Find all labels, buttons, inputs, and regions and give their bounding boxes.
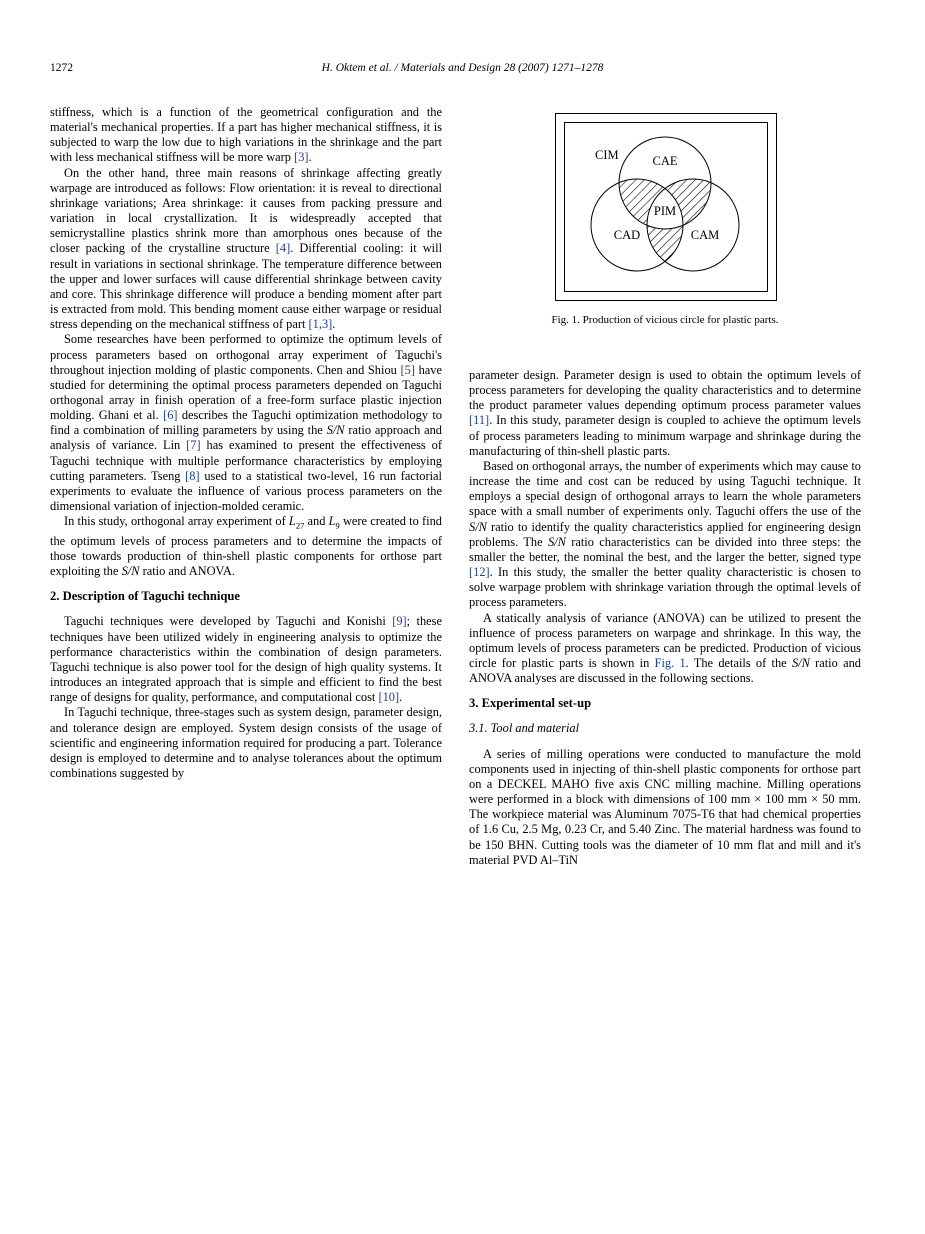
spacer <box>469 711 861 721</box>
sn-ratio-italic: S/N <box>326 423 345 438</box>
paragraph-r4: A series of milling operations were conducted to manufacture the mold components used in injecting of thin-shell plastic components for orthose part on a DECKEL MAHO five axis CNC milling machine. Milling operations were performed in a block with dimensions of 100 mm × 100 mm × 50 mm. The workpiece material was Aluminum 7075-T6 that had chemical properties of 1.6 Cu, 2.5 Mg, 0.23 Cr, and 5.40 Zinc. The material hardness was found to be 150 BHN. Cutting tools was the diameter of 10 mm flat and mill and it's material PVD Al–TiN <box>469 746 861 867</box>
paragraph-2: On the other hand, three main reasons of shrinkage affecting greatly warpage are introduced as follows: Flow orientation: it is reveal to directional shrinkage variations; Area shrinkage: it causes from packing pressure and variation in local crystallization. It is widespreadly accepted that semicrystalline plastics shrink more than amorphous ones because of the closer packing of the crystalline structure [4]. Differential cooling: it will result in variations in sectional shrinkage. The temperature difference between the upper and lower surfaces will cause differential shrinkage between cavity and core. This shrinkage difference will produce a bending moment after part is extracted from mold. This bending moment cause either warpage or residual stress depending on the mechanical stiffness of part [1,3]. <box>50 165 443 332</box>
paragraph-r1: parameter design. Parameter design is used to obtain the optimum levels of process parameters for developing the quality characteristics and to determine the product parameter values depending optimum process parameter values [11]. In this study, parameter design is coupled to achieve the optimum levels of process parameters leading to minimum warpage and shrinkage during the manufacturing of thin-shell plastic parts. <box>469 368 861 458</box>
citation-5[interactable]: [5] <box>400 362 415 377</box>
running-head: H. Oktem et al. / Materials and Design 28 (2007) 1271–1278 <box>321 62 604 74</box>
left-column <box>50 105 442 781</box>
sn-ratio-italic: S/N <box>469 519 487 534</box>
figure-inner-border <box>564 122 768 292</box>
figure-label-pim: PIM <box>653 204 677 218</box>
page-header <box>50 62 875 78</box>
section-heading-2: 2. Description of Taguchi technique <box>50 589 240 604</box>
citation-4[interactable]: [4] <box>275 241 291 256</box>
figure-label-cam: CAM <box>690 228 720 242</box>
citation-12[interactable]: [12] <box>469 565 490 580</box>
spacer <box>50 604 442 614</box>
array-l9: L <box>328 514 336 529</box>
spacer <box>469 737 861 747</box>
figure-1 <box>555 113 777 301</box>
array-l9-sub: 9 <box>335 520 340 531</box>
paragraph-6: In Taguchi technique, three-stages such as system design, parameter design, and tolerance design are employed. System design consists of the usage of scientific and engineering information required for producing a part. Tolerance design is employed to determine and to analyse tolerances about the optimum combinations suggested by <box>50 705 442 781</box>
citation-11[interactable]: [11] <box>469 413 490 428</box>
sn-ratio-italic: S/N <box>791 655 810 670</box>
citation-10[interactable]: [10] <box>378 690 400 705</box>
spacer <box>50 579 442 589</box>
citation-8[interactable]: [8] <box>185 468 200 483</box>
paragraph-r3: A statically analysis of variance (ANOVA) can be utilized to present the influence of process parameters on warpage and shrinkage. In this way, the optimum levels of process parameters can be predicted. Production of vicious circle for plastic parts is shown in Fig. 1. The details of the S/N ratio and ANOVA analyses are discussed in the following sections. <box>469 610 861 686</box>
figure-caption: Fig. 1. Production of vicious circle for plastic parts. <box>551 314 779 326</box>
figure-label-cim: CIM <box>595 148 619 162</box>
sn-ratio-italic: S/N <box>121 564 140 579</box>
paragraph-r2: Based on orthogonal arrays, the number of experiments which may cause to increase the time and cost can be reduced by using Taguchi technique. It employs a special design of orthogonal arrays to learn the whole parameters space with a small number of experiments only. Taguchi offers the use of the S/N ratio to identify the quality characteristics applied for engineering design problems. The S/N ratio characteristics can be divided into three steps: the smaller the better, the nominal the best, and the larger the better, signed type [12]. In this study, the smaller the better quality characteristic is chosen to solve warpage problem with shrinkage variation through the optimal levels of process parameters. <box>469 458 861 610</box>
paragraph-5: Taguchi techniques were developed by Taguchi and Konishi [9]; these techniques have been utilized widely in engineering analysis to optimize the performance characteristics within the combination of design parameters. Taguchi technique is also power tool for the design of high quality systems. It introduces an integrated approach that is simple and efficient to find the best range of designs for quality, performance, and computational cost [10]. <box>50 614 442 705</box>
figure-label-cad: CAD <box>613 228 641 242</box>
section-heading-3: 3. Experimental set-up <box>469 696 592 711</box>
subsection-heading-3-1: 3.1. Tool and material <box>469 721 580 736</box>
paragraph-4: In this study, orthogonal array experiment of $L_{27}$ and $L_9$ were created to find the optimum levels of process parameters and to determine the impacts of those towards production of thin-shell plastic components for orthose part exploiting the S/N ratio and ANOVA. <box>50 514 442 579</box>
citation-6[interactable]: [6] <box>163 408 178 423</box>
citation-9[interactable]: [9] <box>392 614 407 629</box>
figure-label-cae: CAE <box>652 154 678 168</box>
citation-7[interactable]: [7] <box>186 438 201 453</box>
paragraph-3: Some researches have been performed to optimize the optimum levels of process parameters based on orthogonal array experiment of Taguchi's throughout injection molding of plastic components. Chen and Shiou [5] have studied for determining the optimal process parameters depended on Taguchi orthogonal array in finish operation of a free-form surface plastic injection molding. Ghani et al. [6] describes the Taguchi optimization methodology to find a combination of milling parameters by using the S/N ratio approach and analysis of variance. Lin [7] has examined to present the effectiveness of Taguchi technique with multiple performance characteristics by employing cutting parameters. Tseng [8] used to a statistical two-level, 16 run factorial experiments to evaluate the influence of various process parameters on the dimensional variation of injection-molded ceramic. <box>50 332 442 514</box>
citation-1-3[interactable]: [1,3] <box>308 317 333 332</box>
paragraph-1: stiffness, which is a function of the geometrical configuration and the material's mechanical properties. If a part has higher mechanical stiffness, it is subjected to warp the low due to high variations in the shrinkage and the part with less mechanical stiffness will be more warp [3]. <box>50 105 442 165</box>
array-l27: L <box>288 514 296 529</box>
citation-3[interactable]: [3] <box>294 150 309 165</box>
spacer <box>469 686 861 696</box>
right-column <box>469 368 861 868</box>
vicious-circle-diagram <box>565 123 765 289</box>
figure-reference[interactable]: Fig. 1 <box>654 655 686 670</box>
sn-ratio-italic: S/N <box>547 534 566 549</box>
array-l27-sub: 27 <box>295 520 305 531</box>
page-number: 1272 <box>50 62 73 74</box>
